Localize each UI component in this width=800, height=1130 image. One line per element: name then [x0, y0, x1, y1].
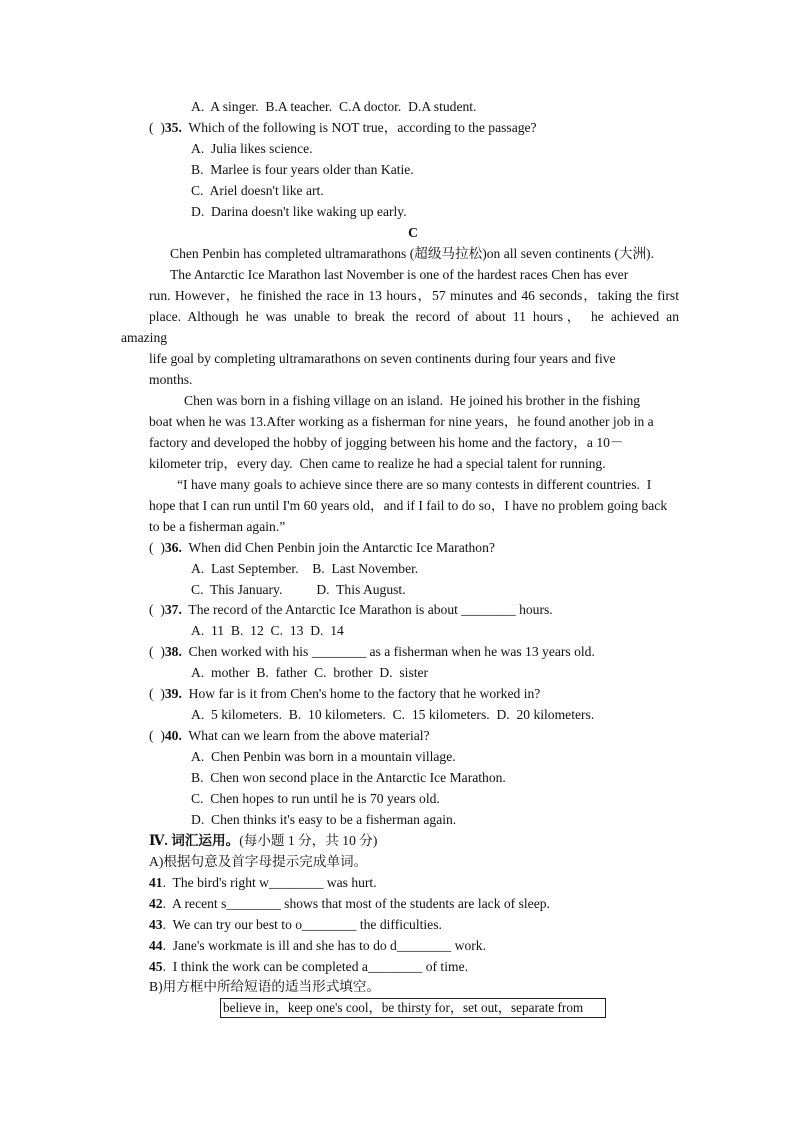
question-number: 37. — [164, 602, 182, 617]
part-4-heading — [149, 832, 377, 850]
item-text: . Jane's workmate is ill and she has to do d________ work. — [162, 938, 486, 953]
vocab-item-44 — [149, 937, 486, 955]
passage-line: to be a fisherman again.” — [149, 519, 286, 534]
item-text: . A recent s________ shows that most of the students are lack of sleep. — [162, 896, 550, 911]
vocab-item-41 — [149, 874, 377, 892]
passage-line: “I have many goals to achieve since there are so many contests in different countries. I — [177, 477, 652, 492]
question-stem: The record of the Antarctic Ice Marathon is about ________ hours. — [181, 602, 553, 617]
answer-bracket[interactable]: ( ) — [149, 686, 165, 701]
part-b-instruction: B)用方框中所给短语的适当形式填空。 — [149, 979, 381, 994]
option: A. 5 kilometers. B. 10 kilometers. C. 15 kilometers. D. 20 kilometers. — [191, 707, 595, 722]
question-number: 39. — [164, 686, 182, 701]
question-35 — [149, 119, 537, 137]
item-number: 45 — [149, 959, 163, 974]
passage-line: Chen was born in a fishing village on an island. He joined his brother in the fishing — [184, 393, 641, 408]
item-number: 41 — [149, 875, 163, 890]
passage-line: kilometer trip，every day. Chen came to realize he had a special talent for running. — [149, 456, 606, 471]
question-38 — [149, 643, 595, 661]
part-a-instruction: A)根据句意及首字母提示完成单词。 — [149, 854, 368, 869]
vocab-item-42 — [149, 895, 550, 913]
question-number: 38. — [164, 644, 182, 659]
passage-line: Chen Penbin has completed ultramarathons (超级马拉松)on all seven continents (大洲). — [170, 246, 654, 261]
option: D. Chen thinks it's easy to be a fisherman again. — [191, 812, 457, 827]
item-number: 42 — [149, 896, 163, 911]
question-stem: How far is it from Chen's home to the factory that he worked in? — [181, 686, 541, 701]
passage-line: amazing — [121, 330, 168, 345]
passage-line: run. However，he finished the race in 13 hours，57 minutes and 46 seconds，taking the first — [149, 288, 679, 303]
part-score: (每小题 1 分，共 10 分) — [239, 833, 378, 848]
question-number: 40. — [164, 728, 182, 743]
question-number: 35. — [164, 120, 182, 135]
question-stem: What can we learn from the above material? — [181, 728, 430, 743]
option: A. Chen Penbin was born in a mountain village. — [191, 749, 456, 764]
option: A. mother B. father C. brother D. sister — [191, 665, 429, 680]
passage-line: life goal by completing ultramarathons on seven continents during four years and five — [149, 351, 616, 366]
question-number: 36. — [164, 540, 182, 555]
option: A. Julia likes science. — [191, 141, 313, 156]
option: C. Chen hopes to run until he is 70 years old. — [191, 791, 440, 806]
passage-line: factory and developed the hobby of jogging between his home and the factory，a 10－ — [149, 435, 624, 450]
answer-bracket[interactable]: ( ) — [149, 540, 165, 555]
passage-line: place. Although he was unable to break the record of about 11 hours， he achieved an — [149, 309, 679, 324]
option: A. 11 B. 12 C. 13 D. 14 — [191, 623, 344, 638]
passage-line: boat when he was 13.After working as a fisherman for nine years，he found another job in a — [149, 414, 654, 429]
answer-bracket[interactable]: ( ) — [149, 120, 165, 135]
passage-line: months. — [149, 372, 193, 387]
question-stem: Chen worked with his ________ as a fisherman when he was 13 years old. — [181, 644, 595, 659]
q34-options: A. A singer. B.A teacher. C.A doctor. D.A student. — [191, 99, 477, 114]
item-text: . I think the work can be completed a________ of time. — [162, 959, 468, 974]
answer-bracket[interactable]: ( ) — [149, 728, 165, 743]
section-heading: C — [408, 225, 418, 240]
passage-line: hope that I can run until I'm 60 years old，and if I fail to do so，I have no problem going back — [149, 498, 668, 513]
item-text: . The bird's right w________ was hurt. — [162, 875, 377, 890]
word-box: believe in，keep one's cool，be thirsty for，set out，separate from — [220, 998, 606, 1018]
answer-bracket[interactable]: ( ) — [149, 602, 165, 617]
option: C. Ariel doesn't like art. — [191, 183, 324, 198]
answer-bracket[interactable]: ( ) — [149, 644, 165, 659]
item-number: 43 — [149, 917, 163, 932]
question-40 — [149, 727, 430, 745]
option: B. Chen won second place in the Antarctic Ice Marathon. — [191, 770, 506, 785]
option: D. Darina doesn't like waking up early. — [191, 204, 407, 219]
option: C. This January. D. This August. — [191, 582, 406, 597]
item-number: 44 — [149, 938, 163, 953]
item-text: . We can try our best to o________ the difficulties. — [162, 917, 442, 932]
vocab-item-43 — [149, 916, 442, 934]
question-37 — [149, 601, 553, 619]
passage-line: The Antarctic Ice Marathon last November is one of the hardest races Chen has ever — [170, 267, 629, 282]
question-36 — [149, 539, 495, 557]
vocab-item-45 — [149, 958, 468, 976]
option: A. Last September. B. Last November. — [191, 561, 419, 576]
question-stem: Which of the following is NOT true，according to the passage? — [181, 120, 537, 135]
question-39 — [149, 685, 540, 703]
part-title: Ⅳ. 词汇运用。 — [149, 833, 240, 848]
question-stem: When did Chen Penbin join the Antarctic Ice Marathon? — [181, 540, 495, 555]
option: B. Marlee is four years older than Katie. — [191, 162, 414, 177]
